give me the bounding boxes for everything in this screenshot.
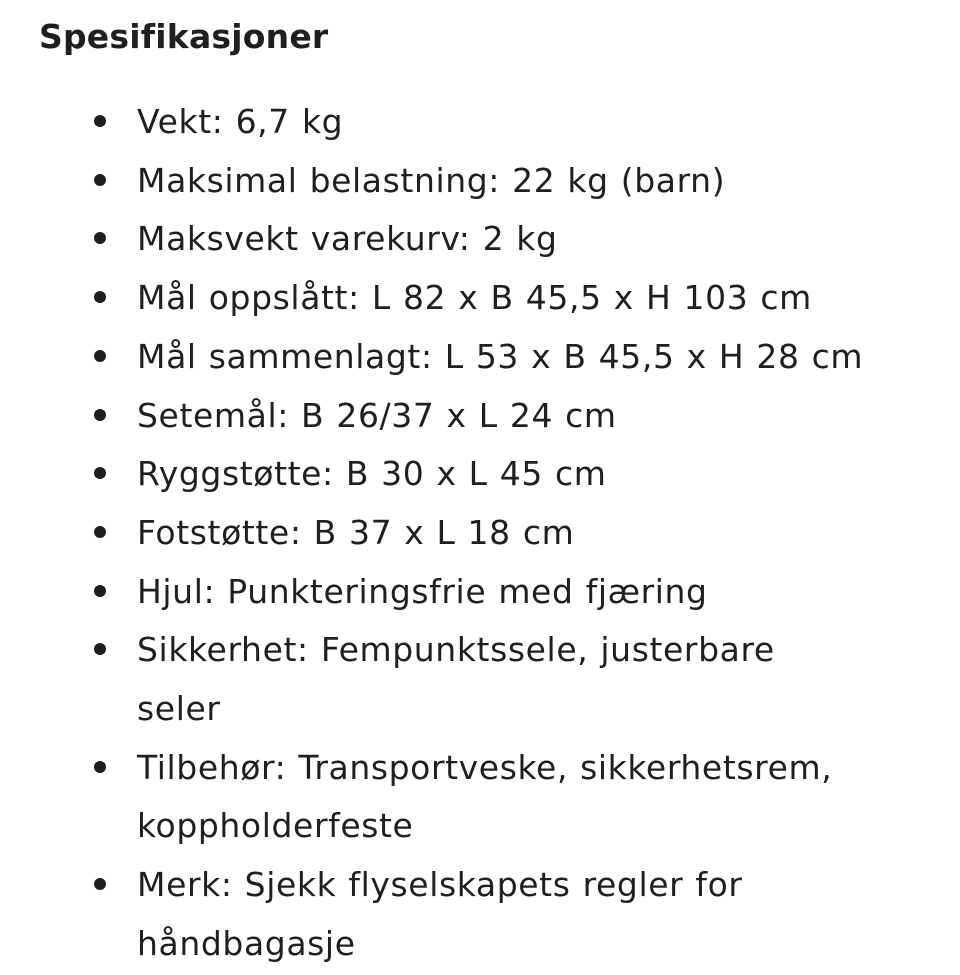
- list-item: [0, 152, 960, 211]
- list-item: [0, 739, 960, 856]
- list-item: [0, 563, 960, 622]
- list-item: [0, 387, 960, 446]
- spec-text: Merk: Sjekk flyselskapets regler for håndbagasje: [137, 865, 743, 963]
- spec-text: Maksvekt varekurv: 2 kg: [137, 219, 558, 259]
- spec-text: Vekt: 6,7 kg: [137, 102, 344, 141]
- list-item: [0, 621, 960, 738]
- spec-text: Ryggstøtte: B 30 x L 45 cm: [137, 454, 607, 494]
- list-item: [0, 93, 960, 152]
- bullet-icon: [94, 409, 106, 421]
- spec-text: Mål oppslått: L 82 x B 45,5 x H 103 cm: [137, 278, 812, 318]
- bullet-icon: [94, 643, 106, 655]
- spec-text: Mål sammenlagt: L 53 x B 45,5 x H 28 cm: [137, 336, 864, 376]
- section-title: Spesifikasjoner: [39, 17, 329, 56]
- list-item: [0, 445, 960, 504]
- list-item: [0, 210, 960, 269]
- bullet-icon: [94, 350, 106, 362]
- list-item: [0, 328, 960, 387]
- bullet-icon: [94, 761, 106, 773]
- bullet-icon: [94, 115, 106, 127]
- spec-text: Fotstøtte: B 37 x L 18 cm: [137, 512, 575, 552]
- list-item: [0, 269, 960, 328]
- bullet-icon: [94, 585, 106, 597]
- spec-text: Tilbehør: Transportveske, sikkerhetsrem, koppholderfeste: [137, 747, 833, 846]
- list-item: [0, 856, 960, 973]
- spec-text: Sikkerhet: Fempunktssele, justerbare seler: [137, 630, 775, 729]
- spec-text: Maksimal belastning: 22 kg (barn): [137, 160, 726, 200]
- bullet-icon: [94, 526, 106, 538]
- bullet-icon: [94, 878, 106, 890]
- spec-text: Hjul: Punkteringsfrie med fjæring: [137, 571, 708, 611]
- bullet-icon: [94, 291, 106, 303]
- bullet-icon: [94, 232, 106, 244]
- spec-list: [0, 93, 960, 974]
- list-item: [0, 504, 960, 563]
- spec-text: Setemål: B 26/37 x L 24 cm: [137, 395, 617, 435]
- bullet-icon: [94, 174, 106, 186]
- bullet-icon: [94, 467, 106, 479]
